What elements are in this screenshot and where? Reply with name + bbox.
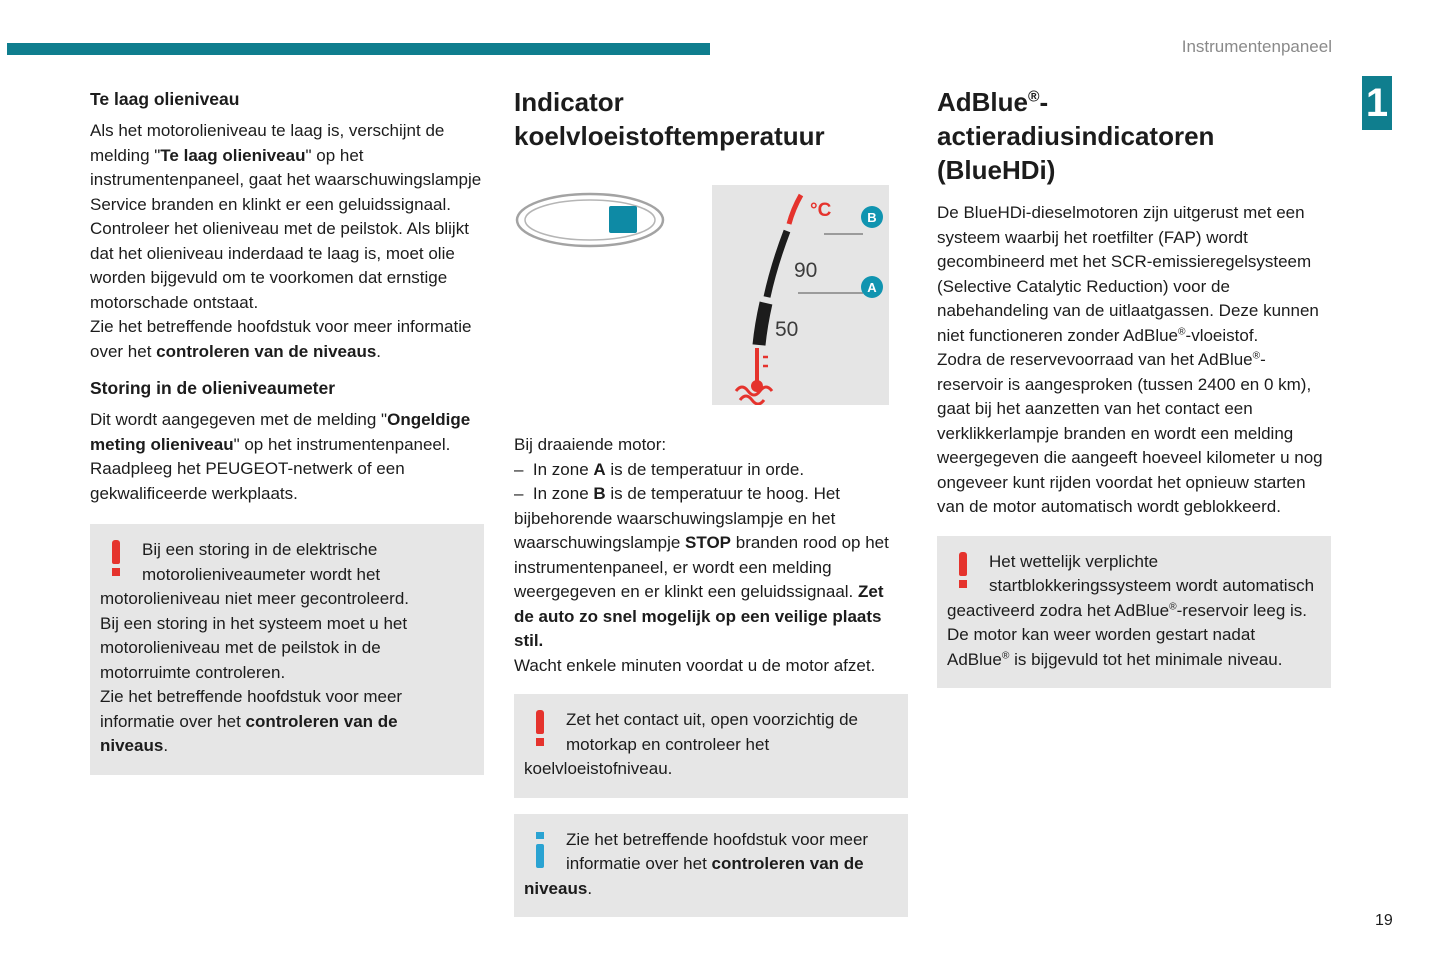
paragraph: De BlueHDi-dieselmotoren zijn uitgerust met een systeem waarbij het roetfilter (FAP) wordt gecombineerd met het SCR-emissieregelsysteem (Selective Catalytic Reduction) voor de nabehandeling van de uitlaatgassen. Deze kunnen niet functioneren zonder AdBlue®-vloeistof. [937,203,1319,345]
warning-box-adblue [937,536,1331,689]
warning-text: Zie het betreffende hoofdstuk voor meer informatie over het controleren van de niveaus. [100,687,403,755]
warning-text: Bij een storing in de elektrische motorolieniveaumeter wordt het motorolieniveau niet meer gecontroleerd. [100,540,410,608]
paragraph: Dit wordt aangegeven met de melding "Ongeldige meting olieniveau" op het instrumentenpaneel. [90,410,471,454]
list-item-zone-b: – In zone B is de temperatuur te hoog. Het bijbehorende waarschuwingslampje en het waarschuwingslampje STOP branden rood op het instrumentenpaneel, er wordt een melding weergegeven en er klinkt een geluidssignaal. Zet de auto zo snel mogelijk op een veilige plaats stil. [514,484,889,650]
column-adblue [937,85,1331,688]
column-coolant-temperature [514,85,908,917]
paragraph: Als het motorolieniveau te laag is, verschijnt de melding "Te laag olieniveau" op het instrumentenpaneel, gaat het waarschuwingslampje Service branden en klinkt er een geluidssignaal. [90,121,482,214]
instrument-cluster-illustration [514,191,666,249]
section-title-adblue [937,85,1331,187]
heading-oil-gauge-fault: Storing in de olieniveaumeter [90,378,336,398]
page-number: 19 [1375,912,1393,929]
temperature-gauge-illustration [712,185,889,405]
title-line: (BlueHDi) [937,155,1056,185]
cluster-display-highlight [609,206,637,233]
celsius-label: °C [810,200,832,221]
coolant-gauge-figure [514,185,908,405]
title-line: AdBlue®- [937,87,1049,117]
warning-icon [106,540,126,578]
warning-icon [530,710,550,748]
title-line: actieradiusindicatoren [937,121,1215,151]
zone-a-label: A [867,280,877,295]
chapter-tab [1362,76,1392,130]
warning-icon [953,552,973,590]
gauge-arc-lower [759,303,766,345]
info-icon [530,830,550,868]
column-oil-level [90,88,484,775]
info-box-coolant [514,814,908,918]
gauge-label-50: 50 [775,318,799,341]
chapter-number: 1 [1365,80,1389,125]
section-title-coolant [514,85,908,153]
paragraph: Controleer het olieniveau met de peilstok. Als blijkt dat het olieniveau inderdaad te laag is, moet olie worden bijgevuld om te voorkomen dat ernstige motorschade ontstaat. [90,219,469,312]
paragraph: Zodra de reservevoorraad van het AdBlue®-reservoir is aangesproken (tussen 2400 en 0 km), gaat bij het aanzetten van het contact een verklikkerlampje branden en wordt een melding weergegeven die aangeeft hoeveel kilometer u nog ongeveer kunt rijden voordat het opnieuw starten van de motor automatisch wordt geblokkeerd. [937,350,1323,516]
section-header-label: Instrumentenpaneel [1181,37,1332,56]
heading-oil-low: Te laag olieniveau [90,89,240,109]
zone-b-label: B [867,210,877,225]
gauge-label-90: 90 [794,259,818,282]
warning-text: Zet het contact uit, open voorzichtig de motorkap en controleer het koelvloeistofniveau. [524,710,859,778]
info-text: Zie het betreffende hoofdstuk voor meer informatie over het controleren van de niveaus. [524,829,869,898]
title-line: koelvloeistoftemperatuur [514,121,825,151]
paragraph: Bij draaiende motor: [514,435,667,454]
paragraph: Wacht enkele minuten voordat u de motor afzet. [514,655,876,675]
warning-box-coolant [514,694,908,798]
header-accent-bar [7,43,710,55]
paragraph: Zie het betreffende hoofdstuk voor meer informatie over het controleren van de niveaus. [90,317,472,361]
warning-text: Het wettelijk verplichte startblokkeringssysteem wordt automatisch geactiveerd zodra het AdBlue®-reservoir leeg is. De motor kan weer worden gestart nadat AdBlue® is bijgevuld tot het minimale niveau. [947,551,1315,669]
paragraph: Raadpleeg het PEUGEOT-netwerk of een gekwalificeerde werkplaats. [90,459,405,503]
list-item-zone-a: – In zone A is de temperatuur in orde. [514,459,805,479]
warning-text: Bij een storing in het systeem moet u het motorolieniveau met de peilstok in de motorruimte controleren. [100,613,408,682]
title-line: Indicator [514,87,624,117]
warning-box-oil [90,524,484,775]
